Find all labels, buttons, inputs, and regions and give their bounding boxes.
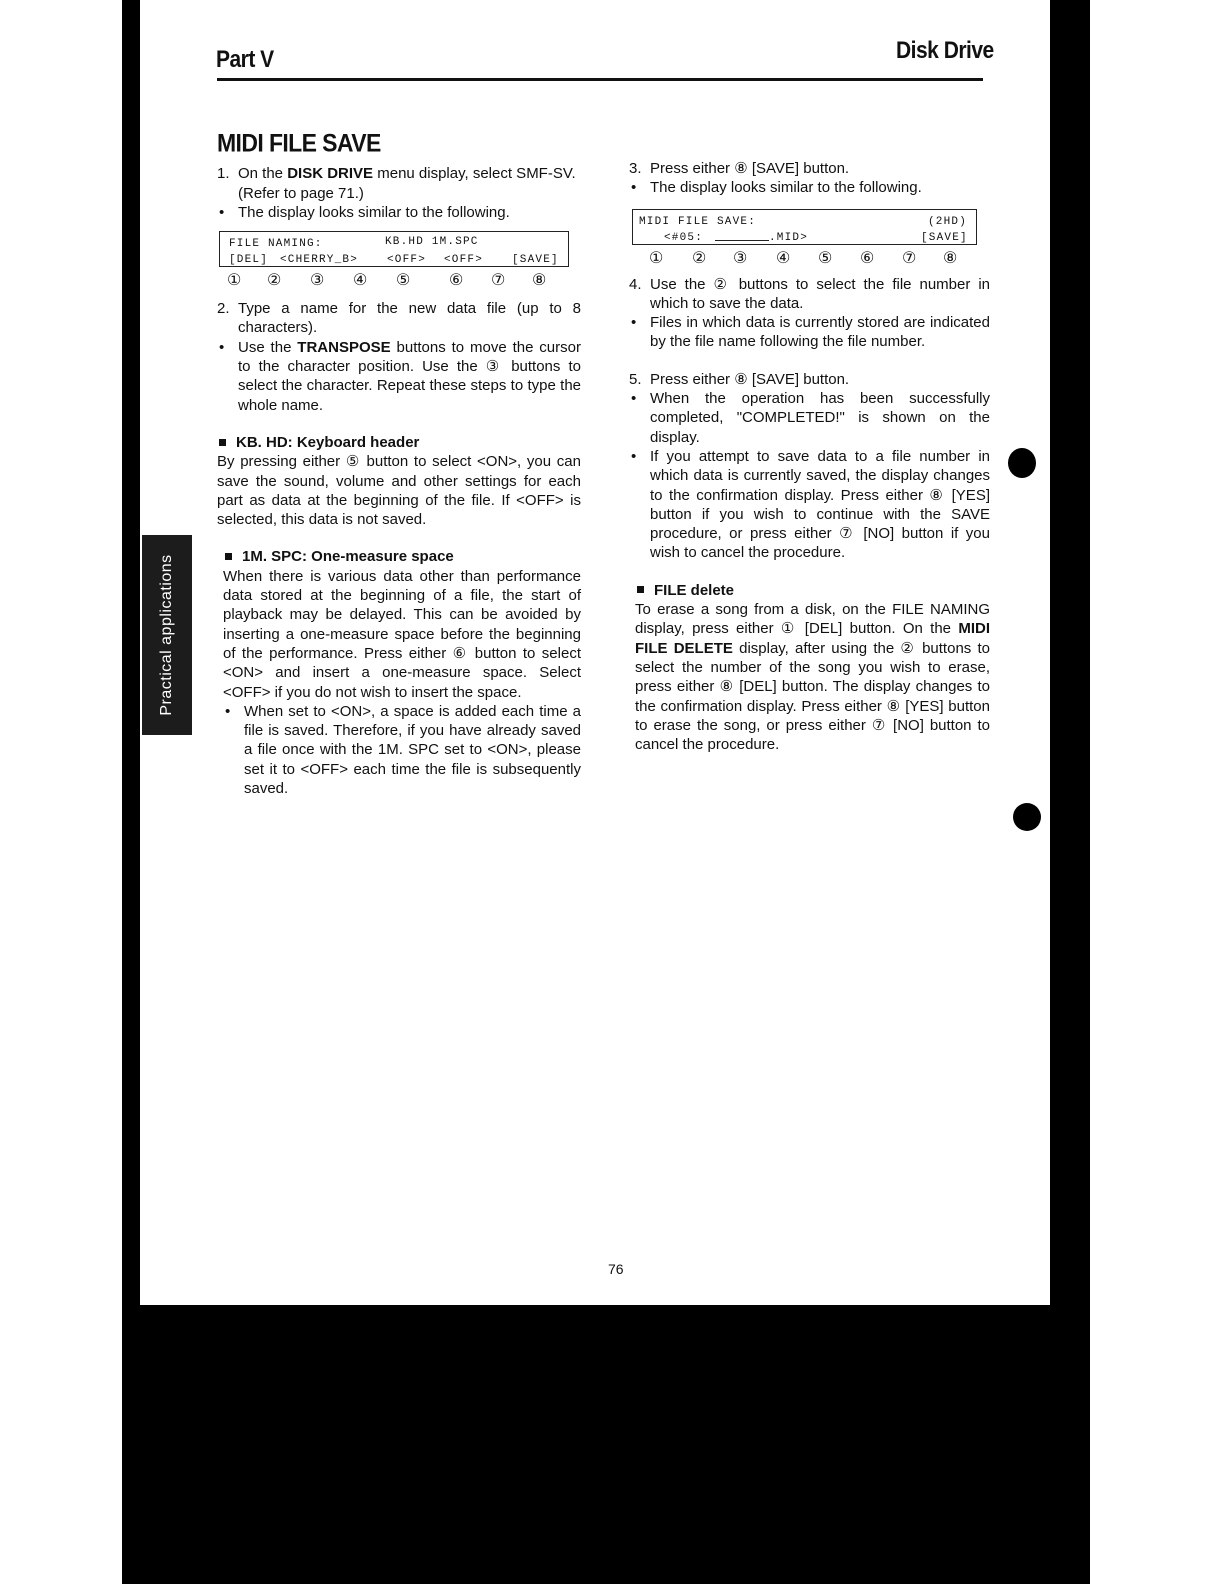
binder-hole-mark [1013,803,1041,831]
header-section: Disk Drive [896,37,994,64]
btn-num-6: ⑥ [449,272,464,290]
lcd1-button-numbers [217,271,581,293]
btn-num-1: ① [227,272,242,290]
spc-text: When there is various data other than performance data stored at the beginning of a file, the start of playback may be delayed. This can be avoided by inserting a one-measure space before the beginning of the performance. Press either ⑥ button to select <ON> and insert a one-measure space. Select <OFF> if you do not wish to insert the space. [223,567,581,701]
lcd1-line2-a: [DEL] [229,254,269,267]
lcd1-line2-e: [SAVE] [512,254,559,267]
square-bullet-icon [219,439,226,446]
btn-num-5: ⑤ [396,272,411,290]
spc-heading-text: 1M. SPC: One-measure space [242,548,454,566]
bullet-confirmation: • If you attempt to save data to a file number in which data is currently saved, the display changes to the confirmation display. Press either ⑧ [YES] button if you wish to continue with the SAVE procedure, or press either ⑦ [NO] button if you wish to cancel the procedure. [629,447,990,563]
step-4-number: 4. [629,275,642,293]
lcd-midi-file-save [632,209,977,245]
lcd1-line1-b: KB.HD 1M.SPC [385,236,479,249]
square-bullet-icon [225,553,232,560]
btn-num-8: ⑧ [532,272,547,290]
right-column [629,159,990,754]
lcd2-line2-b: .MID> [769,231,809,244]
btn-num-2: ② [692,249,707,267]
bullet-display-1: • The display looks similar to the following. [217,203,581,222]
lcd2-line1-b: (2HD) [928,215,968,228]
btn-num-5: ⑤ [818,249,833,267]
delete-heading-text: FILE delete [654,581,735,599]
btn-num-2: ② [267,272,282,290]
step-1-text-b: DISK DRIVE [287,165,374,183]
btn-num-3: ③ [733,249,748,267]
kb-heading [217,433,581,452]
btn-num-4: ④ [353,272,368,290]
btn-num-8: ⑧ [943,249,958,267]
delete-text-c: display, after using the ② buttons to select the number of the song you wish to erase, press either ⑧ [DEL] button. The display changes to the confirmation display. Press either ⑧ [YES] button to erase the song, or press either ⑦ [NO] button to cancel the procedure. [635,639,991,754]
step-2 [217,299,581,338]
bullet-files-stored: • Files in which data is currently stored are indicated by the file name following the file number. [629,313,990,352]
page-number: 76 [608,1261,624,1277]
lcd2-line2-a: <#05: [664,231,704,244]
lcd1-line1-a: FILE NAMING: [229,238,323,251]
lcd2-line2-c: [SAVE] [921,231,968,244]
step-2-number: 2. [217,300,230,318]
btn-num-4: ④ [776,249,791,267]
lcd2-line1-a: MIDI FILE SAVE: [639,215,757,228]
kb-text: By pressing either ⑤ button to select <ON>, you can save the sound, volume and other settings for each part as data at the beginning of the file. If <OFF> is selected, this data is not saved. [217,453,581,529]
bullet-transpose-c: buttons to move the cursor to the character position. Use the ③ buttons to select the character. Repeat these steps to type the whole name. [238,338,581,414]
bullet-display-2: • The display looks similar to the following. [629,178,990,197]
header-part: Part V [216,46,274,73]
spc-bullet: • When set to <ON>, a space is added each time a file is saved. Therefore, if you have already saved a file once with the 1M. SPC set to <ON>, please set it to <OFF> each time the file is subsequently saved. [223,702,581,798]
step-3-number: 3. [629,160,642,177]
step-4 [629,275,990,314]
spc-heading [217,547,581,566]
btn-num-1: ① [649,249,664,267]
btn-num-7: ⑦ [902,249,917,267]
step-1 [217,164,581,203]
step-5 [629,370,990,389]
lcd2-button-numbers [629,249,990,271]
lcd1-line2-b: <CHERRY_B> [280,254,359,267]
step-1-number: 1. [217,165,230,183]
step-1-text-c: menu display, select SMF-SV. (Refer to page 71.) [238,165,576,202]
page-bottom-edge [140,1300,1050,1305]
lcd-file-naming [219,231,569,267]
btn-num-3: ③ [310,272,325,290]
scan-border-bottom [122,1305,1090,1584]
step-4-text: Use the ② buttons to select the file number in which to save the data. [650,275,990,312]
delete-heading [629,581,990,600]
delete-text-a: To erase a song from a disk, on the FILE NAMING display, press either ① [DEL] button. On the [635,601,990,638]
step-1-text-a: On the [238,165,288,183]
btn-num-7: ⑦ [491,272,506,290]
side-tab-label: Practical applications [158,554,175,716]
delete-text-b: MIDI FILE DELETE [635,620,990,657]
step-3 [629,159,990,178]
page-title: MIDI FILE SAVE [217,128,381,158]
delete-text [629,600,990,754]
binder-hole-mark [1008,448,1036,478]
step-2-text: Type a name for the new data file (up to 8 characters). [238,300,581,337]
square-bullet-icon [637,586,644,593]
side-tab [142,535,192,735]
lcd1-line2-d: <OFF> [444,254,484,267]
step-5-number: 5. [629,370,642,388]
kb-heading-text: KB. HD: Keyboard header [236,433,420,451]
btn-num-6: ⑥ [860,249,875,267]
left-column [217,128,581,798]
header-rule [217,78,983,81]
lcd2-line2-blank [715,240,769,241]
lcd1-line2-c: <OFF> [387,254,427,267]
bullet-transpose-b: TRANSPOSE [297,338,391,356]
bullet-completed: • When the operation has been successfully completed, "COMPLETED!" is shown on the display. [629,389,990,447]
step-5-text: Press either ⑧ [SAVE] button. [650,370,850,388]
bullet-transpose [217,338,581,415]
bullet-transpose-a: Use the [238,338,298,356]
step-3-text: Press either ⑧ [SAVE] button. [650,160,850,177]
